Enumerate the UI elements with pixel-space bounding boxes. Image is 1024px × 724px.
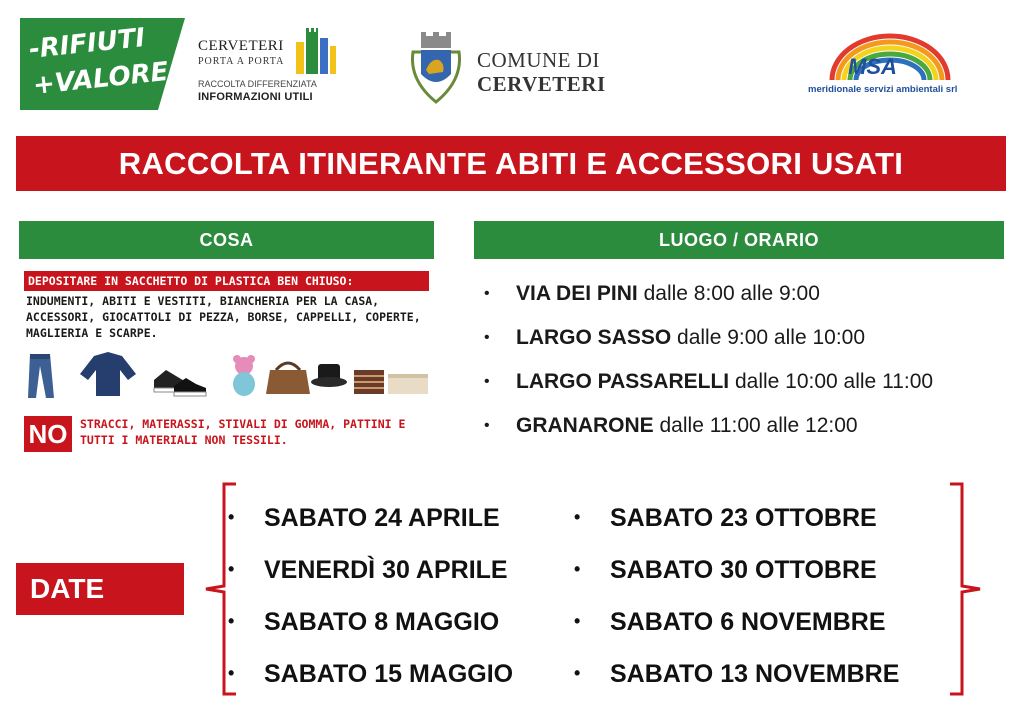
bullet-icon: •: [228, 611, 235, 631]
msa-logo: [808, 32, 978, 102]
bullet-icon: •: [228, 663, 235, 683]
not-allowed-text: STRACCI, MATERASSI, STIVALI DI GOMMA, PATTINI E TUTTI I MATERIALI NON TESSILI.: [80, 417, 406, 447]
tower-icon: [292, 26, 338, 76]
rifiuti-valore-logo-graphic: [20, 18, 185, 110]
date-label: DATE: [16, 563, 184, 615]
bullet-icon: •: [484, 417, 490, 434]
place-time: dalle 9:00 alle 10:00: [671, 326, 866, 349]
bullet-icon: •: [484, 285, 490, 302]
cosa-header: COSA: [19, 221, 434, 259]
bullet-icon: •: [574, 559, 581, 579]
place-name: GRANARONE: [516, 414, 654, 437]
cosa-instruction: DEPOSITARE IN SACCHETTO DI PLASTICA BEN CHIUSO:: [24, 271, 429, 291]
bullet-icon: •: [228, 559, 235, 579]
cosa-items-text: INDUMENTI, ABITI E VESTITI, BIANCHERIA PER LA CASA, ACCESSORI, GIOCATTOLI DI PEZZA, BORSE, CAPPELLI, COPERTE, MAGLIERIA E SCARPE.: [26, 294, 421, 340]
pap-title: CERVETERI: [198, 38, 284, 54]
date-item: [574, 495, 899, 547]
msa-name: MSA: [848, 54, 897, 79]
bullet-icon: •: [484, 373, 490, 390]
place-name: VIA DEI PINI: [516, 282, 638, 305]
place-name: LARGO SASSO: [516, 326, 672, 349]
blanket-icon: [354, 370, 384, 394]
pap-info: INFORMAZIONI UTILI: [198, 91, 313, 103]
date-item: [574, 547, 899, 599]
sneakers-icon: [154, 370, 206, 396]
luogo-orario-header: LUOGO / ORARIO: [474, 221, 1004, 259]
teddy-bear-icon: [233, 355, 255, 396]
place-name: LARGO PASSARELLI: [516, 370, 730, 393]
msa-subtitle: meridionale servizi ambientali srl: [808, 84, 958, 95]
date-text: SABATO 15 MAGGIO: [264, 660, 514, 688]
city-crest-icon: [405, 30, 467, 106]
jeans-icon: [28, 354, 54, 398]
dates-autumn-list: [574, 495, 899, 703]
date-item: [574, 599, 899, 651]
pap-subtitle: PORTA A PORTA: [198, 56, 285, 67]
right-bracket-icon: [946, 482, 992, 696]
date-item: [574, 651, 899, 703]
bullet-icon: •: [574, 663, 581, 683]
date-item: [228, 651, 513, 703]
bullet-icon: •: [484, 329, 490, 346]
sweater-icon: [80, 352, 136, 396]
list-item: [484, 370, 1014, 414]
clothing-items-illustration: [24, 352, 434, 400]
date-text: SABATO 24 APRILE: [264, 504, 500, 532]
comune-label: COMUNE DI: [477, 48, 600, 72]
list-item: [484, 326, 1014, 370]
list-item: [484, 414, 1014, 458]
date-text: SABATO 30 OTTOBRE: [610, 556, 877, 584]
valore-text: +VALORE: [31, 56, 170, 101]
bullet-icon: •: [228, 507, 235, 527]
rifiuti-text: -RIFIUTI: [27, 22, 147, 65]
luogo-list: [484, 282, 1014, 458]
handbag-icon: [266, 363, 310, 394]
page-title: RACCOLTA ITINERANTE ABITI E ACCESSORI USATI: [16, 136, 1006, 191]
cerveteri-porta-a-porta-logo: [198, 26, 348, 110]
towel-icon: [388, 374, 428, 394]
date-item: [228, 495, 513, 547]
date-text: VENERDÌ 30 APRILE: [264, 556, 508, 584]
date-item: [228, 599, 513, 651]
place-time: dalle 11:00 alle 12:00: [653, 414, 858, 437]
rifiuti-valore-logo: [20, 18, 185, 110]
no-badge: NO: [24, 416, 72, 452]
bullet-icon: •: [574, 611, 581, 631]
date-text: SABATO 6 NOVEMBRE: [610, 608, 886, 636]
pap-tagline: RACCOLTA DIFFERENZIATA: [198, 79, 317, 89]
bullet-icon: •: [574, 507, 581, 527]
place-time: dalle 10:00 alle 11:00: [729, 370, 934, 393]
list-item: [484, 282, 1014, 326]
place-time: dalle 8:00 alle 9:00: [637, 282, 820, 305]
comune-di-cerveteri-logo: [405, 30, 625, 110]
hat-icon: [311, 364, 347, 387]
date-item: [228, 547, 513, 599]
date-text: SABATO 23 OTTOBRE: [610, 504, 877, 532]
dates-spring-list: [228, 495, 513, 703]
comune-city: CERVETERI: [477, 72, 606, 96]
date-text: SABATO 13 NOVEMBRE: [610, 660, 900, 688]
date-text: SABATO 8 MAGGIO: [264, 608, 500, 636]
